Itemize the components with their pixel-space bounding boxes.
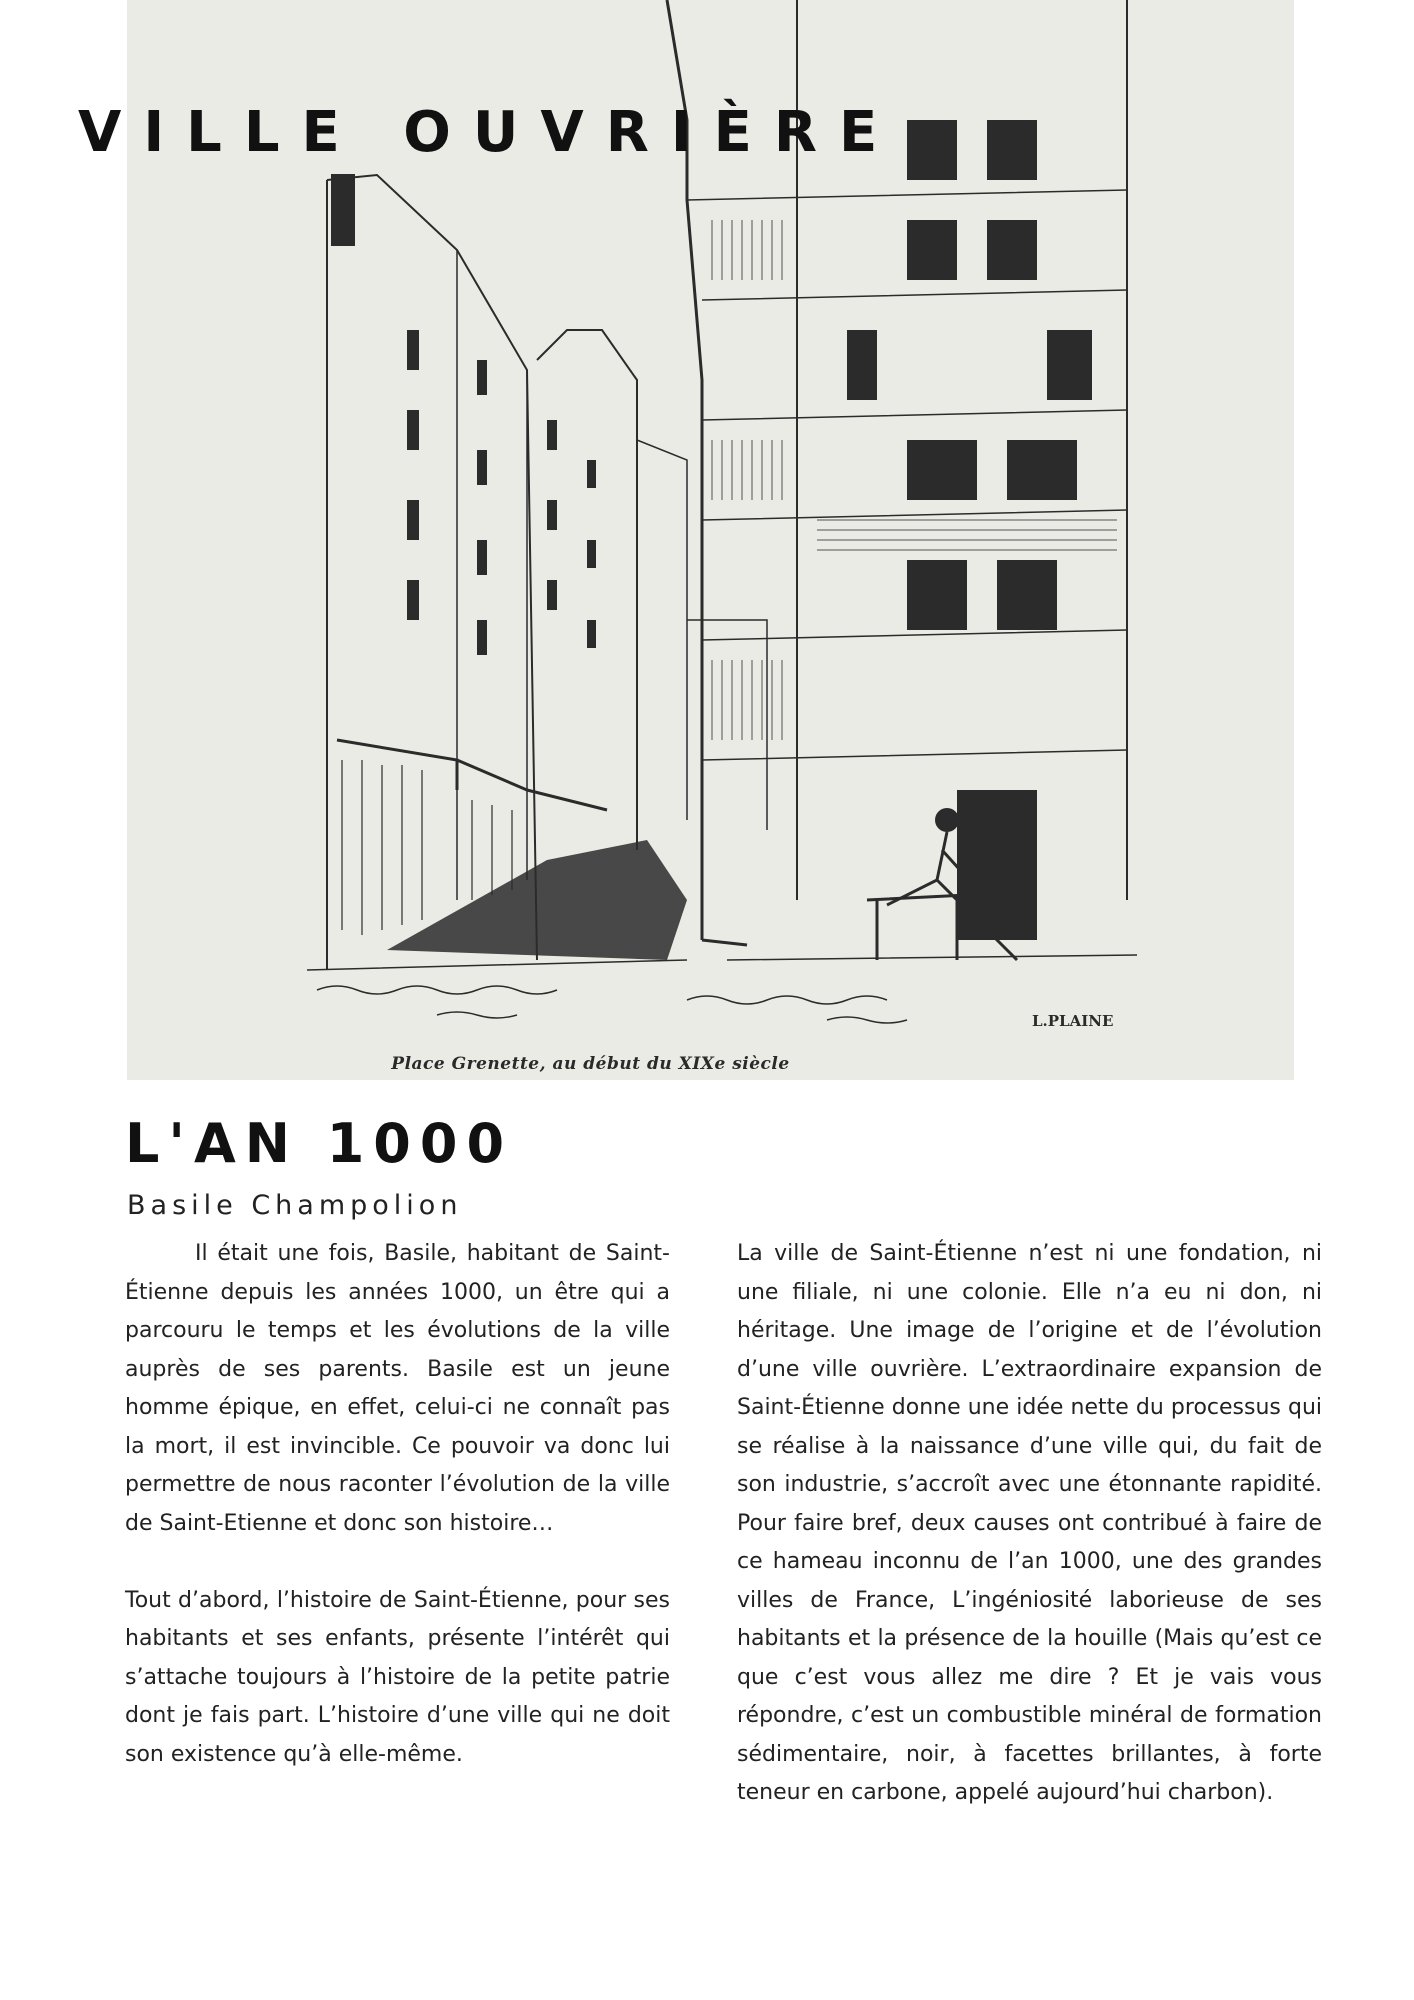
illustration-caption: Place Grenette, au début du XIXe siècle xyxy=(391,1054,790,1074)
left-text-column xyxy=(125,1235,670,1774)
artist-signature: L.PLAINE xyxy=(1032,1012,1114,1030)
paragraph-spacer xyxy=(125,1543,670,1582)
article-title: L'AN 1000 xyxy=(125,1112,514,1175)
left-paragraph-1: Il était une fois, Basile, habitant de Saint-Étienne depuis les années 1000, un être qui a parcouru le temps et les évolutions de la ville auprès de ses parents. Basile est un jeune homme épique, en effet, celui-ci ne connaît pas la mort, il est invincible. Ce pouvoir va donc lui permettre de nous raconter l’évolution de la ville de Saint-Etienne et donc son histoire… xyxy=(125,1241,670,1536)
right-text-column xyxy=(737,1235,1322,1813)
right-paragraph-1: La ville de Saint-Étienne n’est ni une fondation, ni une filiale, ni une colonie. Elle n’a eu ni don, ni héritage. Une image de l’origine et de l’évolution d’une ville ouvrière. L’extraordinaire expansion de Saint-Étienne donne une idée nette du processus qui se réalise à la naissance d’une ville qui, du fait de son industrie, s’accroît avec une étonnante rapidité. Pour faire bref, deux causes ont contribué à faire de ce hameau inconnu de l’an 1000, une des grandes villes de France, L’ingéniosité laborieuse de ses habitants et la présence de la houille (Mais qu’est ce que c’est vous allez me dire ? Et je vais vous répondre, c’est un combustible minéral de formation sédimentaire, noir, à facettes brillantes, à forte teneur en carbone, appelé aujourd’hui charbon). xyxy=(737,1241,1322,1805)
article-author: Basile Champolion xyxy=(127,1190,463,1221)
left-paragraph-2: Tout d’abord, l’histoire de Saint-Étienne, pour ses habitants et ses enfants, présente l’intérêt qui s’attache toujours à l’histoire de la petite patrie dont je fais part. L’histoire d’une ville qui ne doit son existence qu’à elle-même. xyxy=(125,1587,670,1767)
section-title: VILLE OUVRIÈRE xyxy=(78,100,900,165)
